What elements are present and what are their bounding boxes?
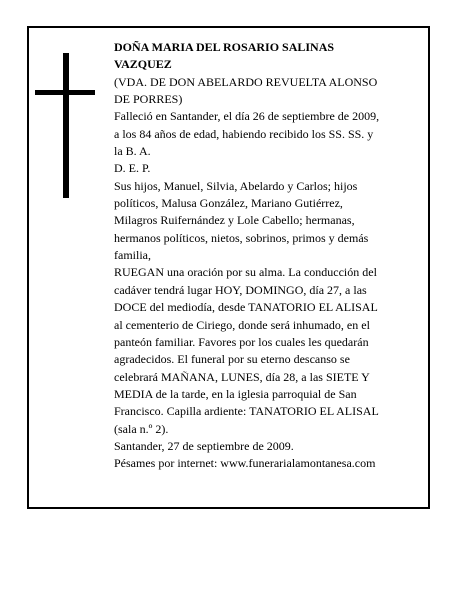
- funeral-details-line-7: MEDIA de la tarde, en la iglesia parroquial de San: [114, 386, 357, 401]
- cross-vertical-bar: [63, 53, 69, 198]
- death-info-line-1: Falleció en Santander, el día 26 de septiembre de 2009,: [114, 109, 380, 124]
- funeral-details-line-9: (sala n.º 2).: [114, 421, 169, 436]
- deceased-name-line-2: VAZQUEZ: [114, 57, 172, 72]
- widow-of-line-2: DE PORRES): [114, 92, 183, 107]
- funeral-details-line-4: panteón familiar. Favores por los cuales les quedarán: [114, 334, 369, 349]
- widow-of-line-1: (VDA. DE DON ABELARDO REVUELTA ALONSO: [114, 74, 378, 89]
- death-info-line-3: la B. A.: [114, 144, 151, 159]
- family-line-5: familia,: [114, 248, 151, 263]
- prayer-request: RUEGAN una oración por su alma. La conducción del: [114, 265, 377, 280]
- family-line-4: hermanos políticos, nietos, sobrinos, primos y demás: [114, 230, 369, 245]
- rest-in-peace: D. E. P.: [114, 161, 151, 176]
- obituary-text: [114, 39, 424, 473]
- funeral-details-line-1: cadáver tendrá lugar HOY, DOMINGO, día 27, a las: [114, 282, 367, 297]
- family-line-2: políticos, Malusa González, Mariano Gutiérrez,: [114, 196, 343, 211]
- funeral-details-line-6: celebrará MAÑANA, LUNES, día 28, a las SIETE Y: [114, 369, 370, 384]
- family-line-3: Milagros Ruifernández y Lole Cabello; hermanas,: [114, 213, 355, 228]
- online-condolences: Pésames por internet: www.funerarialamontanesa.com: [114, 456, 376, 471]
- cross-icon: [35, 53, 95, 198]
- family-line-1: Sus hijos, Manuel, Silvia, Abelardo y Carlos; hijos: [114, 178, 358, 193]
- funeral-details-line-5: agradecidos. El funeral por su eterno descanso se: [114, 352, 350, 367]
- deceased-name-line-1: DOÑA MARIA DEL ROSARIO SALINAS: [114, 40, 335, 54]
- funeral-details-line-3: al cementerio de Ciriego, donde será inhumado, en el: [114, 317, 370, 332]
- cross-horizontal-bar: [35, 90, 95, 95]
- funeral-details-line-8: Francisco. Capilla ardiente: TANATORIO EL ALISAL: [114, 404, 379, 419]
- notice-date: Santander, 27 de septiembre de 2009.: [114, 438, 294, 453]
- death-info-line-2: a los 84 años de edad, habiendo recibido los SS. SS. y: [114, 126, 374, 141]
- funeral-details-line-2: DOCE del mediodía, desde TANATORIO EL ALISAL: [114, 300, 378, 315]
